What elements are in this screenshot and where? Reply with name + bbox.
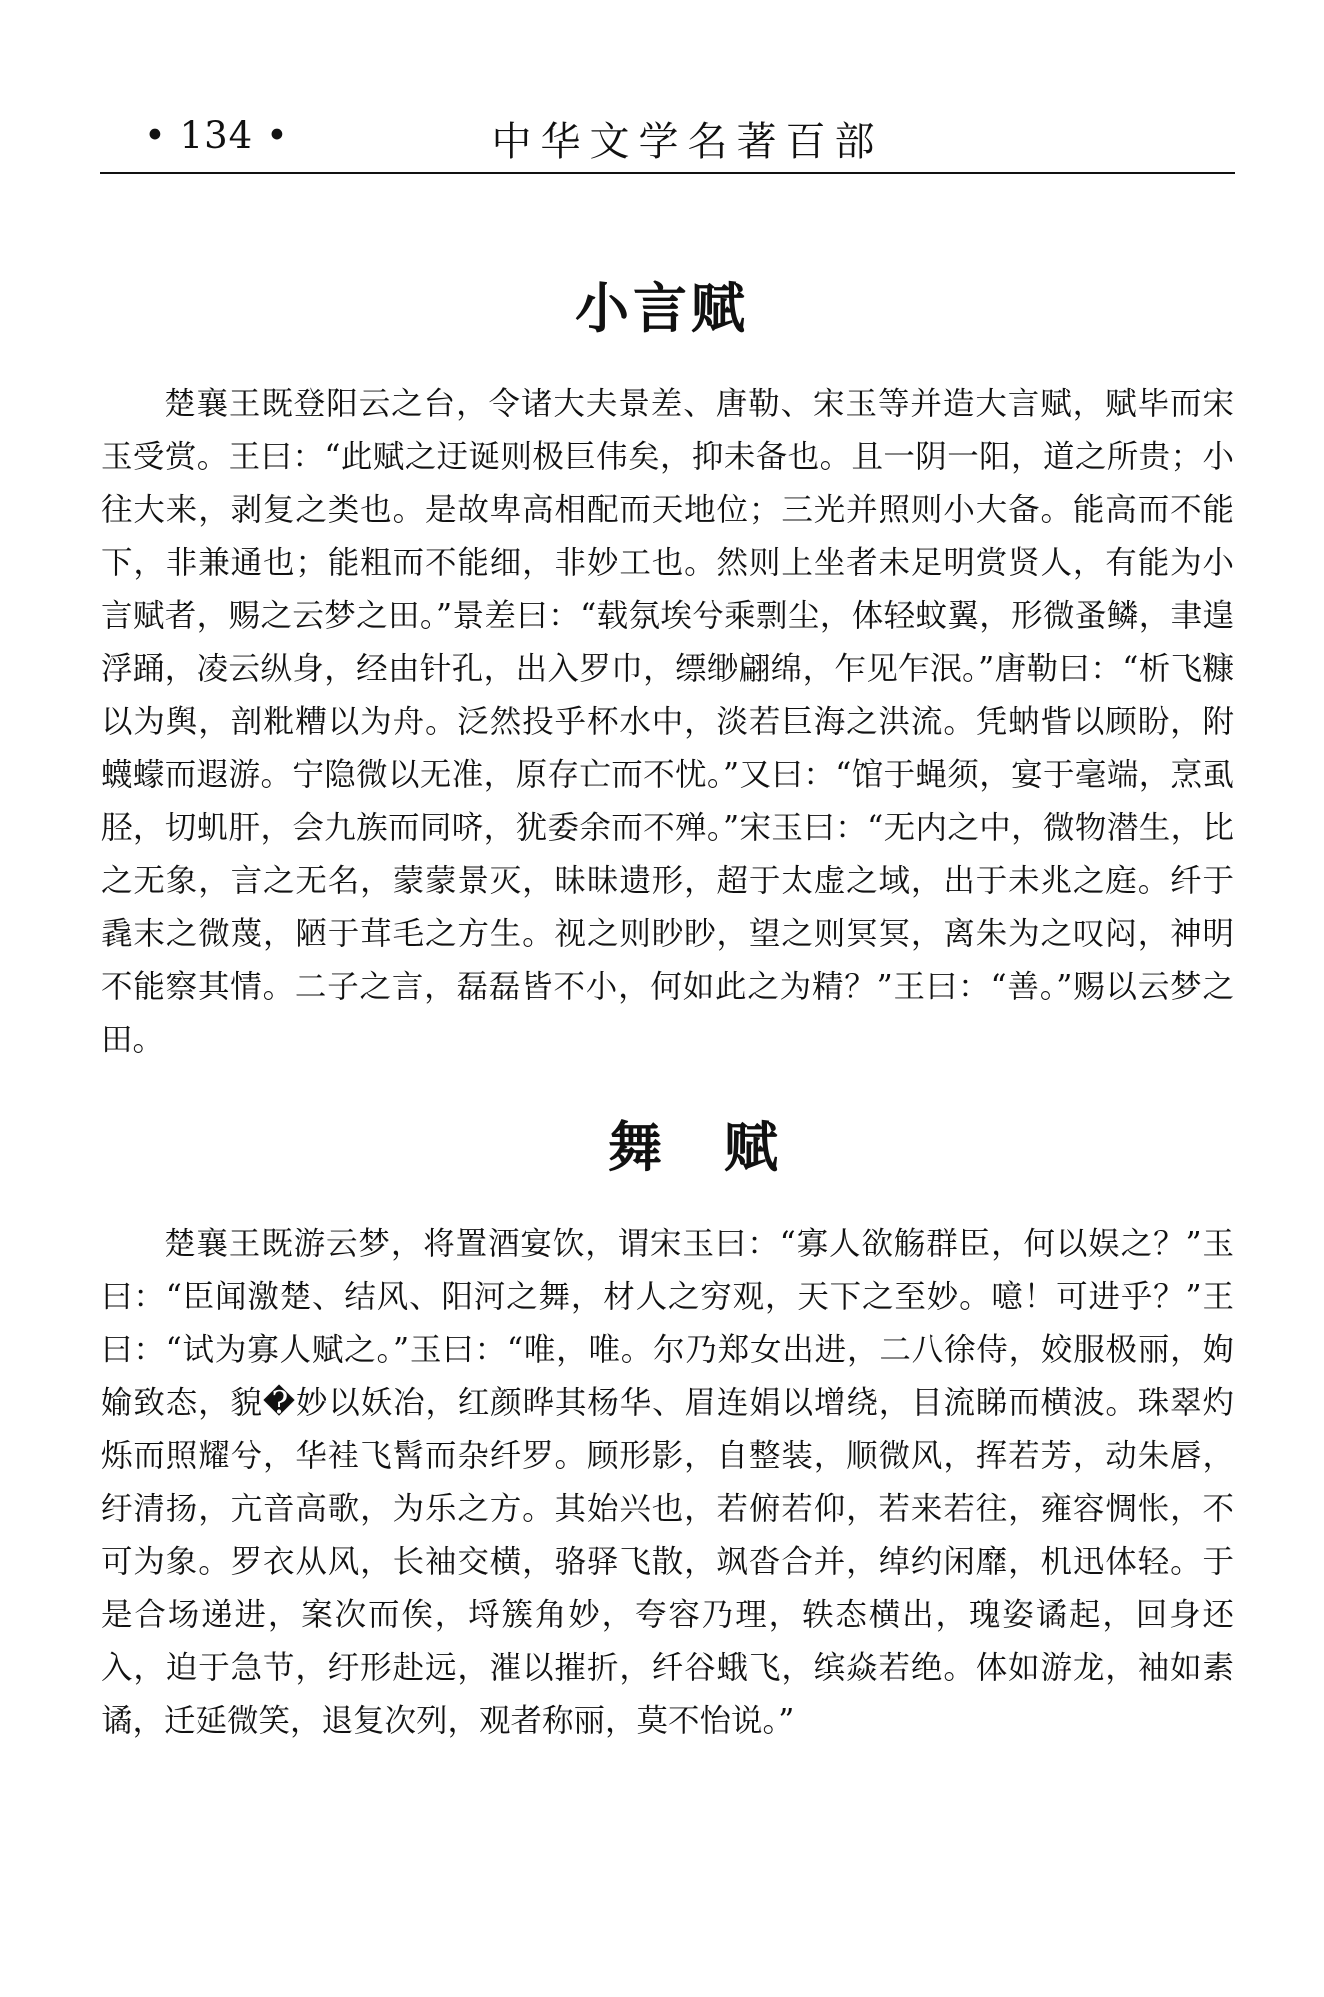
section-title-wufu: 舞赋 xyxy=(608,1116,840,1179)
section-body-wufu xyxy=(101,1218,1234,1748)
section-title-xiaoyanfu: 小言赋 xyxy=(575,277,749,340)
book-title: 中华文学名著百部 xyxy=(491,119,884,165)
page-number: • 134 • xyxy=(144,114,289,157)
paragraph: 楚襄王既登阳云之台，令诸大夫景差、唐勒、宋玉等并造大言赋，赋毕而宋玉受赏。王曰：“此赋之迂诞则极巨伟矣，抑未备也。且一阴一阳，道之所贵；小往大来，剥复之类也。是故卑高相配而天地位；三光并照则小大备。能高而不能下，非兼通也；能粗而不能细，非妙工也。然则上坐者未足明赏贤人，有能为小言赋者，赐之云梦之田。”景差曰：“载氛埃兮乘剽尘，体轻蚊翼，形微蚤鳞，聿遑浮踊，凌云纵身，经由针孔，出入罗巾，缥缈翩绵，乍见乍泯。”唐勒曰：“析飞糠以为舆，剖粃糟以为舟。泛然投乎杯水中，淡若巨海之洪流。凭蚋眥以顾盼，附蠛蠓而遐游。宁隐微以无准，原存亡而不忧。”又曰：“馆于蝇须，宴于毫端，烹虱胫，切虮肝，会九族而同哜，犹委余而不殚。”宋玉曰：“无内之中，微物潜生，比之无象，言之无名，蒙蒙景灭，昧昧遗形，超于太虚之域，出于未兆之庭。纤于毳末之微蔑，陋于茸毛之方生。视之则眇眇，望之则冥冥，离朱为之叹闷，神明不能察其情。二子之言，磊磊皆不小，何如此之为精？”王曰：“善。”赐以云梦之田。 xyxy=(101,386,1234,1058)
running-header xyxy=(100,110,1235,172)
section-body-xiaoyanfu xyxy=(101,378,1234,1067)
header-rule xyxy=(100,172,1235,174)
paragraph: 楚襄王既游云梦，将置酒宴饮，谓宋玉曰：“寡人欲觞群臣，何以娱之？”玉曰：“臣闻激楚、结风、阳河之舞，材人之穷观，天下之至妙。噫！可进乎？”王曰：“试为寡人赋之。”玉曰：“唯，唯。尔乃郑女出进，二八徐侍，姣服极丽，姁媮致态，貌�妙以妖冶，红颜晔其杨华、眉连娟以增绕，目流睇而横波。珠翠灼烁而照耀兮，华袿飞髾而杂纤罗。顾形影，自整装，顺微风，挥若芳，动朱唇，纡清扬，亢音高歌，为乐之方。其始兴也，若俯若仰，若来若往，雍容惆怅，不可为象。罗衣从风，长袖交横，骆驿飞散，飒沓合并，绰约闲靡，机迅体轻。于是合场递进，案次而俟，埒簇角妙，夸容乃理，轶态横出，瑰姿谲起，回身还入，迫于急节，纡形赴远，漼以摧折，纤谷蛾飞，缤焱若绝。体如游龙，袖如素谲，迁延微笑，退复次列，观者称丽，莫不怡说。” xyxy=(101,1226,1234,1739)
